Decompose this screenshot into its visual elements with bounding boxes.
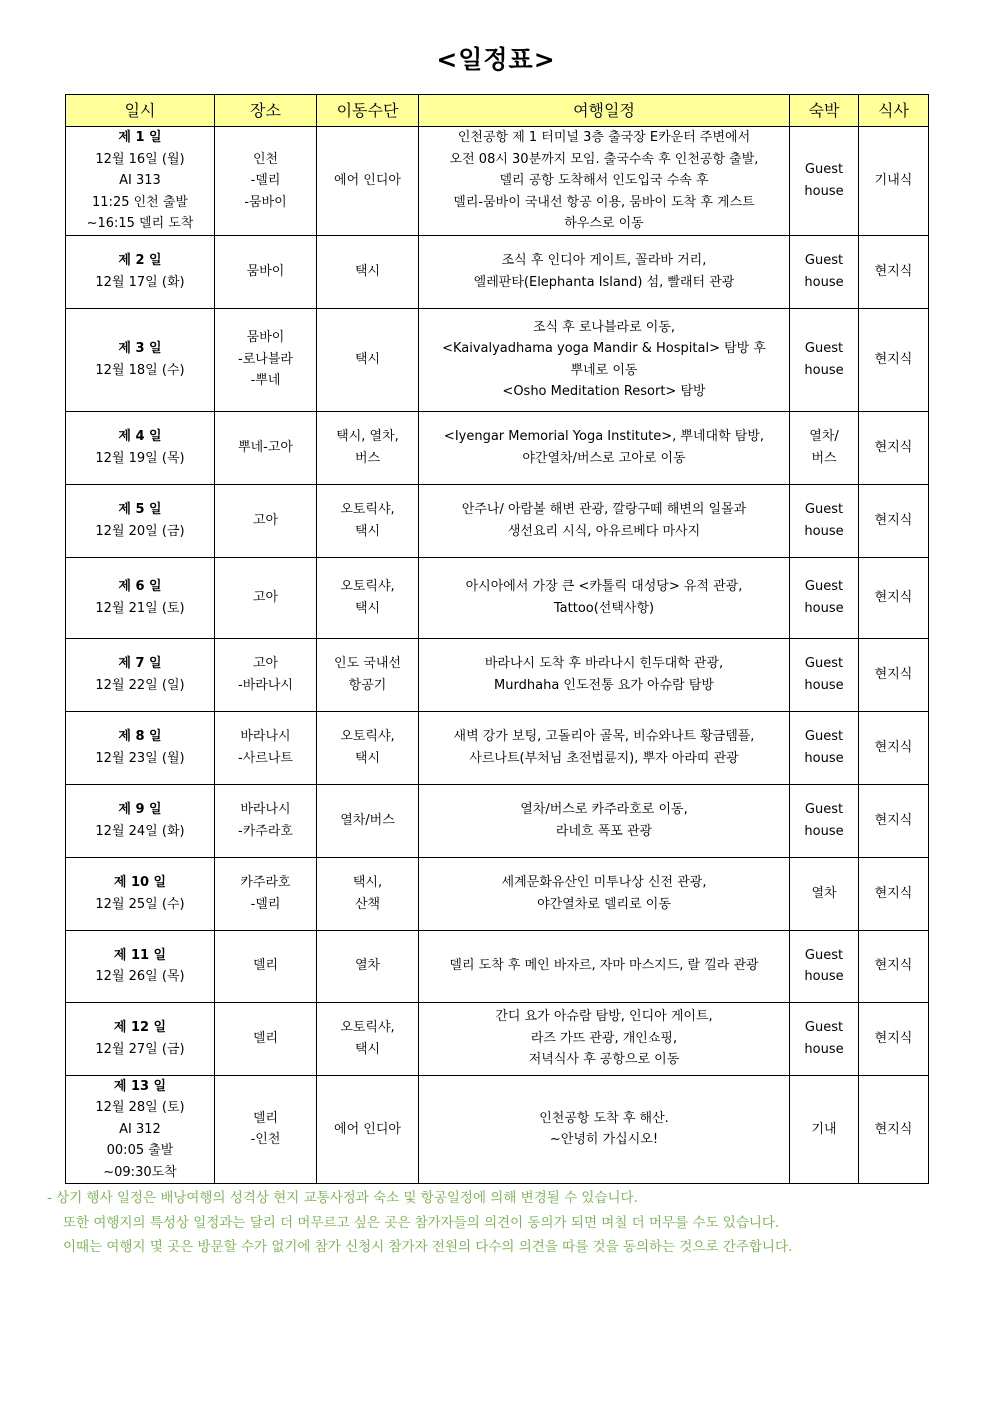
lodging-cell xyxy=(790,127,859,236)
schedule-table xyxy=(65,94,929,1184)
lodging-cell xyxy=(790,235,859,308)
cell-line: 카주라호 xyxy=(240,875,291,890)
cell-line: 12월 26일 (목) xyxy=(95,969,185,984)
itinerary-cell xyxy=(419,711,790,784)
lodging-cell xyxy=(790,411,859,484)
table-row xyxy=(66,638,929,711)
cell-line: house xyxy=(804,600,844,616)
cell-line: 사르나트(부처님 초전법륜지), 뿌자 아라띠 관광 xyxy=(469,750,739,766)
table-header-row xyxy=(66,95,929,127)
cell-line: 델리 도착 후 메인 바자르, 자마 마스지드, 랄 낄라 관광 xyxy=(449,958,759,974)
cell-line: 세계문화유산인 미투나상 신전 관광, xyxy=(501,875,707,890)
itinerary-cell xyxy=(419,1075,790,1184)
transport-cell xyxy=(317,308,419,411)
cell-line: 델리 xyxy=(252,958,279,974)
itinerary-cell xyxy=(419,638,790,711)
cell-line: <Iyengar Memorial Yoga Institute>, 뿌네대학 탐방, xyxy=(443,429,765,444)
cell-line: 조식 후 로나블라로 이동, xyxy=(532,319,676,335)
place-cell xyxy=(215,484,317,557)
cell-line: 엘레판타(Elephanta Island) 섬, 빨래터 관광 xyxy=(473,274,735,290)
lodging-cell xyxy=(790,1075,859,1184)
transport-cell xyxy=(317,711,419,784)
note-line: 이때는 여행지 몇 곳은 방문할 수가 없기에 참가 신청시 참가자 전원의 다수의 의견을 따를 것을 동의하는 것으로 간주합니다. xyxy=(63,1239,793,1255)
place-cell xyxy=(215,127,317,236)
cell-line: 오토릭샤, xyxy=(340,729,395,744)
cell-line: 조식 후 인디아 게이트, 꼴라바 거리, xyxy=(501,253,707,268)
cell-line: <Kaivalyadhama yoga Mandir & Hospital> 탐방 후 xyxy=(442,341,766,356)
table-row xyxy=(66,1075,929,1184)
cell-line: 현지식 xyxy=(874,885,913,901)
note-line: - 상기 행사 일정은 배낭여행의 성격상 현지 교통사정과 숙소 및 항공일정에 의해 변경될 수 있습니다. xyxy=(47,1190,638,1206)
itinerary-cell xyxy=(419,411,790,484)
date-cell xyxy=(66,411,215,484)
cell-line: 오토릭샤, xyxy=(340,579,395,594)
cell-line: 뿌네-고아 xyxy=(238,439,293,455)
day-label: 제 13 일 xyxy=(113,1078,167,1094)
cell-line: 열차/버스 xyxy=(340,812,395,828)
transport-cell xyxy=(317,1002,419,1075)
cell-line: house xyxy=(804,969,844,984)
date-cell xyxy=(66,930,215,1002)
cell-line: ~09:30도착 xyxy=(103,1164,177,1180)
cell-line: 12월 24일 (화) xyxy=(95,823,185,839)
cell-line: 택시 xyxy=(354,351,381,367)
table-row xyxy=(66,711,929,784)
cell-line: 고아 xyxy=(252,656,279,671)
cell-line: 인천공항 도착 후 해산. xyxy=(539,1110,669,1126)
cell-line: Guest xyxy=(804,502,844,517)
transport-cell xyxy=(317,127,419,236)
cell-line: 택시 xyxy=(354,600,381,616)
meal-cell xyxy=(859,1002,929,1075)
header-meal: 식사 xyxy=(859,95,929,127)
cell-line: 현지식 xyxy=(874,351,913,367)
table-row xyxy=(66,127,929,236)
cell-line: 인천공항 제 1 터미널 3층 출국장 E카운터 주변에서 xyxy=(457,130,751,145)
day-label: 제 3 일 xyxy=(118,341,162,356)
place-cell xyxy=(215,557,317,638)
cell-line: 생선요리 시식, 아유르베다 마사지 xyxy=(507,523,701,539)
cell-line: 12월 18일 (수) xyxy=(95,362,185,378)
cell-line: 버스 xyxy=(811,450,837,466)
cell-line: 뿌네로 이동 xyxy=(570,362,638,378)
meal-cell xyxy=(859,127,929,236)
cell-line: 바라나시 xyxy=(240,729,291,744)
cell-line: ~16:15 델리 도착 xyxy=(86,216,194,231)
meal-cell xyxy=(859,711,929,784)
meal-cell xyxy=(859,930,929,1002)
transport-cell xyxy=(317,557,419,638)
header-date: 일시 xyxy=(66,95,215,127)
cell-line: 야간열차/버스로 고아로 이동 xyxy=(522,450,686,466)
cell-line: 12월 21일 (토) xyxy=(95,600,185,616)
lodging-cell xyxy=(790,784,859,857)
cell-line: 택시, 열차, xyxy=(336,429,399,444)
cell-line: Guest xyxy=(804,579,844,594)
day-label: 제 9 일 xyxy=(118,802,162,817)
itinerary-cell xyxy=(419,930,790,1002)
day-label: 제 12 일 xyxy=(113,1020,167,1035)
cell-line: Guest xyxy=(804,947,844,963)
cell-line: 열차 xyxy=(811,885,837,901)
cell-line: 오전 08시 30분까지 모임. 출국수속 후 인천공항 출발, xyxy=(449,151,759,167)
cell-line: 기내식 xyxy=(874,173,913,188)
meal-cell xyxy=(859,857,929,930)
cell-line: 현지식 xyxy=(874,512,913,528)
cell-line: ~안녕히 가십시오! xyxy=(549,1132,659,1148)
note-line: 또한 여행지의 특성상 일정과는 달리 더 머무르고 싶은 곳은 참가자들의 의견이 동의가 되면 며칠 더 머무를 수도 있습니다. xyxy=(63,1214,780,1231)
cell-line: house xyxy=(804,523,844,539)
cell-line: 뭄바이 xyxy=(246,330,285,346)
itinerary-cell xyxy=(419,1002,790,1075)
itinerary-cell xyxy=(419,484,790,557)
cell-line: 택시, xyxy=(352,875,383,890)
cell-line: 인천 xyxy=(252,151,279,167)
header-itinerary: 여행일정 xyxy=(419,95,790,127)
header-place: 장소 xyxy=(215,95,317,127)
day-label: 제 2 일 xyxy=(118,253,162,268)
cell-line: 안주나/ 아람볼 해변 관광, 깔랑구떼 해변의 일몰과 xyxy=(461,502,747,517)
itinerary-cell xyxy=(419,857,790,930)
date-cell xyxy=(66,127,215,236)
place-cell xyxy=(215,411,317,484)
cell-line: -카주라호 xyxy=(238,823,293,839)
cell-line: -뭄바이 xyxy=(244,194,287,210)
cell-line: 기내 xyxy=(811,1121,837,1137)
cell-line: Guest xyxy=(804,802,844,817)
cell-line: Guest xyxy=(804,729,844,744)
table-row xyxy=(66,930,929,1002)
cell-line: 바라나시 xyxy=(240,802,291,817)
notes xyxy=(47,1186,967,1260)
transport-cell xyxy=(317,638,419,711)
cell-line: 열차/버스로 카주라호로 이동, xyxy=(520,802,688,817)
place-cell xyxy=(215,1002,317,1075)
date-cell xyxy=(66,308,215,411)
cell-line: 현지식 xyxy=(874,1121,913,1137)
cell-line: 현지식 xyxy=(874,1030,913,1046)
meal-cell xyxy=(859,411,929,484)
cell-line: 고아 xyxy=(252,512,279,528)
date-cell xyxy=(66,1002,215,1075)
transport-cell xyxy=(317,930,419,1002)
date-cell xyxy=(66,235,215,308)
itinerary-cell xyxy=(419,784,790,857)
schedule-body xyxy=(66,127,929,1184)
cell-line: 고아 xyxy=(252,589,279,605)
lodging-cell xyxy=(790,1002,859,1075)
cell-line: 델리 xyxy=(252,1110,279,1126)
date-cell xyxy=(66,857,215,930)
header-lodging: 숙박 xyxy=(790,95,859,127)
cell-line: 택시 xyxy=(354,523,381,539)
cell-line: 택시 xyxy=(354,263,381,279)
date-cell xyxy=(66,557,215,638)
meal-cell xyxy=(859,638,929,711)
cell-line: 12월 27일 (금) xyxy=(95,1041,185,1057)
cell-line: 12월 19일 (목) xyxy=(95,450,185,466)
cell-line: -델리 xyxy=(250,896,281,912)
day-label: 제 5 일 xyxy=(118,502,162,517)
table-row xyxy=(66,557,929,638)
cell-line: 라네흐 폭포 관광 xyxy=(555,823,653,839)
cell-line: 간디 요가 아슈람 탐방, 인디아 게이트, xyxy=(495,1009,713,1025)
cell-line: 현지식 xyxy=(874,263,913,279)
transport-cell xyxy=(317,784,419,857)
cell-line: house xyxy=(804,677,844,693)
lodging-cell xyxy=(790,308,859,411)
table-row xyxy=(66,308,929,411)
lodging-cell xyxy=(790,484,859,557)
place-cell xyxy=(215,711,317,784)
cell-line: 새벽 강가 보팅, 고돌리아 골목, 비슈와나트 황금템플, xyxy=(453,729,755,744)
cell-line: house xyxy=(804,362,844,378)
cell-line: AI 313 xyxy=(119,173,161,188)
itinerary-cell xyxy=(419,308,790,411)
cell-line: 라즈 가뜨 관광, 개인쇼핑, xyxy=(530,1030,678,1046)
cell-line: -사르나트 xyxy=(238,750,293,766)
lodging-cell xyxy=(790,857,859,930)
cell-line: 현지식 xyxy=(874,589,913,605)
cell-line: 에어 인디아 xyxy=(334,173,401,188)
cell-line: 00:05 출발 xyxy=(106,1143,174,1158)
table-row xyxy=(66,235,929,308)
transport-cell xyxy=(317,235,419,308)
cell-line: 현지식 xyxy=(874,958,913,974)
table-row xyxy=(66,857,929,930)
cell-line: house xyxy=(804,750,844,766)
cell-line: house xyxy=(804,823,844,839)
cell-line: -로나블라 xyxy=(238,351,293,367)
day-label: 제 6 일 xyxy=(118,579,162,594)
cell-line: 택시 xyxy=(354,1041,381,1057)
cell-line: 산책 xyxy=(354,896,381,912)
cell-line: 현지식 xyxy=(874,812,913,828)
lodging-cell xyxy=(790,930,859,1002)
date-cell xyxy=(66,484,215,557)
cell-line: AI 312 xyxy=(119,1121,161,1137)
cell-line: 현지식 xyxy=(874,666,913,682)
cell-line: 열차 xyxy=(354,958,381,974)
cell-line: 열차/ xyxy=(809,429,839,444)
cell-line: 저녁식사 후 공항으로 이동 xyxy=(528,1052,680,1068)
cell-line: Guest xyxy=(804,341,844,356)
cell-line: house xyxy=(804,183,844,199)
cell-line: <Osho Meditation Resort> 탐방 xyxy=(502,384,706,399)
cell-line: 뭄바이 xyxy=(246,263,285,279)
itinerary-cell xyxy=(419,557,790,638)
date-cell xyxy=(66,711,215,784)
place-cell xyxy=(215,1075,317,1184)
day-label: 제 8 일 xyxy=(118,729,162,744)
cell-line: 12월 16일 (월) xyxy=(95,151,185,167)
cell-line: Guest xyxy=(804,162,844,178)
cell-line: 12월 17일 (화) xyxy=(95,274,185,290)
date-cell xyxy=(66,1075,215,1184)
cell-line: 12월 28일 (토) xyxy=(95,1100,185,1115)
cell-line: 아시아에서 가장 큰 <카톨릭 대성당> 유적 관광, xyxy=(465,579,743,594)
cell-line: -인천 xyxy=(250,1132,281,1148)
cell-line: 현지식 xyxy=(874,739,913,755)
place-cell xyxy=(215,638,317,711)
cell-line: 11:25 인천 출발 xyxy=(92,194,188,210)
table-row xyxy=(66,484,929,557)
day-label: 제 10 일 xyxy=(113,875,167,890)
itinerary-cell xyxy=(419,127,790,236)
cell-line: 12월 20일 (금) xyxy=(95,523,185,539)
cell-line: 델리 공항 도착해서 인도입국 수속 후 xyxy=(499,173,709,188)
cell-line: 현지식 xyxy=(874,439,913,455)
cell-line: 버스 xyxy=(354,450,381,466)
header-transport: 이동수단 xyxy=(317,95,419,127)
page-title: <일정표> xyxy=(436,45,556,74)
cell-line: 오토릭샤, xyxy=(340,502,395,517)
cell-line: 12월 25일 (수) xyxy=(95,896,185,912)
table-row xyxy=(66,784,929,857)
cell-line: 12월 23일 (월) xyxy=(95,750,185,766)
cell-line: 12월 22일 (일) xyxy=(95,677,185,693)
lodging-cell xyxy=(790,557,859,638)
cell-line: -델리 xyxy=(250,173,281,188)
transport-cell xyxy=(317,1075,419,1184)
lodging-cell xyxy=(790,711,859,784)
cell-line: 오토릭샤, xyxy=(340,1020,395,1035)
meal-cell xyxy=(859,235,929,308)
transport-cell xyxy=(317,484,419,557)
cell-line: 야간열차로 델리로 이동 xyxy=(537,896,671,912)
cell-line: 하우스로 이동 xyxy=(564,216,644,231)
place-cell xyxy=(215,930,317,1002)
meal-cell xyxy=(859,1075,929,1184)
cell-line: Guest xyxy=(804,1020,844,1035)
date-cell xyxy=(66,784,215,857)
cell-line: house xyxy=(804,274,844,290)
cell-line: -바라나시 xyxy=(238,677,293,693)
meal-cell xyxy=(859,557,929,638)
transport-cell xyxy=(317,411,419,484)
meal-cell xyxy=(859,484,929,557)
place-cell xyxy=(215,784,317,857)
cell-line: 인도 국내선 xyxy=(334,656,401,671)
cell-line: 바라나시 도착 후 바라나시 힌두대학 관광, xyxy=(484,656,724,671)
table-row xyxy=(66,411,929,484)
day-label: 제 11 일 xyxy=(113,947,167,963)
cell-line: 델리 xyxy=(252,1030,279,1046)
cell-line: Tattoo(선택사항) xyxy=(553,600,655,616)
meal-cell xyxy=(859,784,929,857)
cell-line: Guest xyxy=(804,253,844,268)
cell-line: 택시 xyxy=(354,750,381,766)
cell-line: 항공기 xyxy=(348,677,387,693)
place-cell xyxy=(215,235,317,308)
place-cell xyxy=(215,308,317,411)
itinerary-cell xyxy=(419,235,790,308)
transport-cell xyxy=(317,857,419,930)
meal-cell xyxy=(859,308,929,411)
cell-line: Murdhaha 인도전통 요가 아슈람 탐방 xyxy=(494,677,714,693)
day-label: 제 4 일 xyxy=(118,429,162,444)
date-cell xyxy=(66,638,215,711)
cell-line: 에어 인디아 xyxy=(334,1121,401,1137)
cell-line: 델리-뭄바이 국내선 항공 이용, 뭄바이 도착 후 게스트 xyxy=(453,194,755,210)
lodging-cell xyxy=(790,638,859,711)
day-label: 제 1 일 xyxy=(118,130,162,145)
table-row xyxy=(66,1002,929,1075)
cell-line: -뿌네 xyxy=(250,373,281,389)
cell-line: Guest xyxy=(804,656,844,671)
day-label: 제 7 일 xyxy=(118,656,162,671)
cell-line: house xyxy=(804,1041,844,1057)
place-cell xyxy=(215,857,317,930)
